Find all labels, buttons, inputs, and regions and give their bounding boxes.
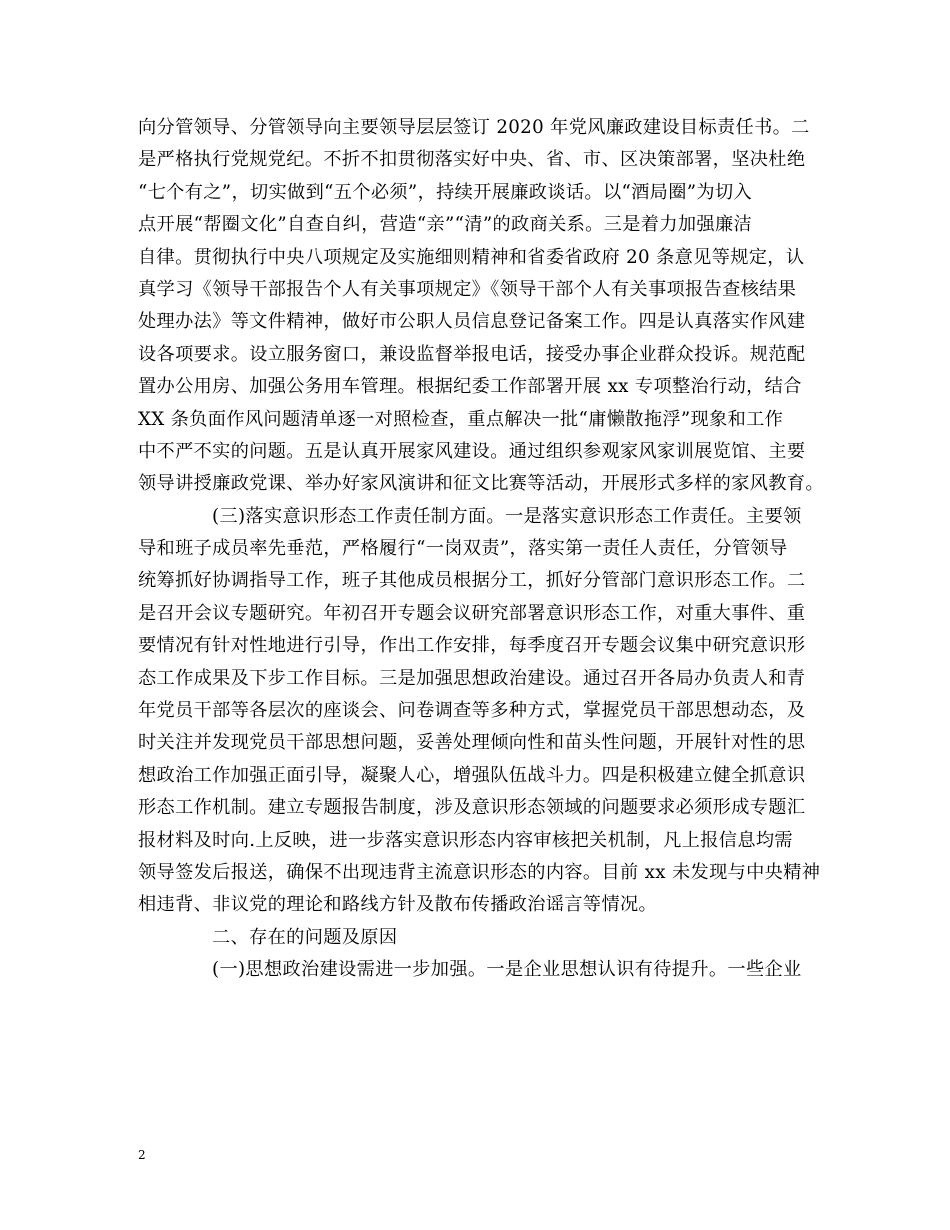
subsection-heading-1: (一)思想政治建设需进一步加强。一是企业思想认识有待提升。一些企业 [212,959,802,981]
section-heading-3: (三)落实意识形态工作责任制方面。一是落实意识形态工作责任。主要领 [212,505,802,527]
text-line: 领导签发后报送，确保不出现违背主流意识形态的内容。目前 xx 未发现与中央精神 [138,861,821,883]
text-line: 自律。贯彻执行中央八项规定及实施细则精神和省委省政府 20 条意见等规定，认 [138,246,805,268]
page-number: 2 [138,1148,146,1162]
text-line: 相违背、非议党的理论和路线方针及散布传播政治谣言等情况。 [138,894,658,916]
text-line: 点开展“帮圈文化”自查自纠，营造“亲”“清”的政商关系。三是着力加强廉洁 [138,214,753,236]
text-line: 统筹抓好协调指导工作，班子其他成员根据分工，抓好分管部门意识形态工作。二 [138,570,806,592]
text-line: 向分管领导、分管领导向主要领导层层签订 2020 年党风廉政建设目标责任书。二 [138,117,810,138]
text-line: 是召开会议专题研究。年初召开专题会议研究部署意识形态工作，对重大事件、重 [138,602,806,624]
text-line: 态工作成果及下步工作目标。三是加强思想政治建设。通过召开各局办负责人和青 [138,667,806,689]
text-line: 处理办法》等文件精神，做好市公职人员信息登记备案工作。四是认真落实作风建 [138,311,806,333]
text-line: 置办公用房、加强公务用车管理。根据纪委工作部署开展 xx 专项整治行动，结合 [138,376,802,398]
text-line: 领导讲授廉政党课、举办好家风演讲和征文比赛等活动，开展形式多样的家风教育。 [138,473,824,495]
text-line: 设各项要求。设立服务窗口，兼设监督举报电话，接受办事企业群众投诉。规范配 [138,343,806,365]
text-line: 导和班子成员率先垂范，严格履行“一岗双责”，落实第一责任人责任，分管领导 [138,538,788,560]
body-text [138,112,824,987]
text-line: 要情况有针对性地进行引导，作出工作安排，每季度召开专题会议集中研究意识形 [138,635,806,657]
text-line: 想政治工作加强正面引导，凝聚人心，增强队伍战斗力。四是积极建立健全抓意识 [138,764,806,786]
text-line: 年党员干部等各层次的座谈会、问卷调查等多种方式，掌握党员干部思想动态，及 [138,700,806,722]
text-line: 报材料及时向.上反映，进一步落实意识形态内容审核把关机制，凡上报信息均需 [138,829,793,851]
section-heading-problems: 二、存在的问题及原因 [212,926,398,948]
text-line: “七个有之”，切实做到“五个必须”，持续开展廉政谈话。以“酒局圈”为切入 [138,181,753,203]
text-line: 是严格执行党规党纪。不折不扣贯彻落实好中央、省、市、区决策部署，坚决杜绝 [138,149,806,171]
text-line: 形态工作机制。建立专题报告制度，涉及意识形态领域的问题要求必须形成专题汇 [138,797,806,819]
text-line: 中不严不实的问题。五是认真开展家风建设。通过组织参观家风家训展览馆、主要 [138,440,806,462]
text-line: 真学习《领导干部报告个人有关事项规定》《领导干部个人有关事项报告查核结果 [138,278,797,300]
text-line: 时关注并发现党员干部思想问题，妥善处理倾向性和苗头性问题，开展针对性的思 [138,732,806,754]
text-line: XX 条负面作风问题清单逐一对照检查，重点解决一批“庸懒散拖浮”现象和工作 [138,408,784,430]
